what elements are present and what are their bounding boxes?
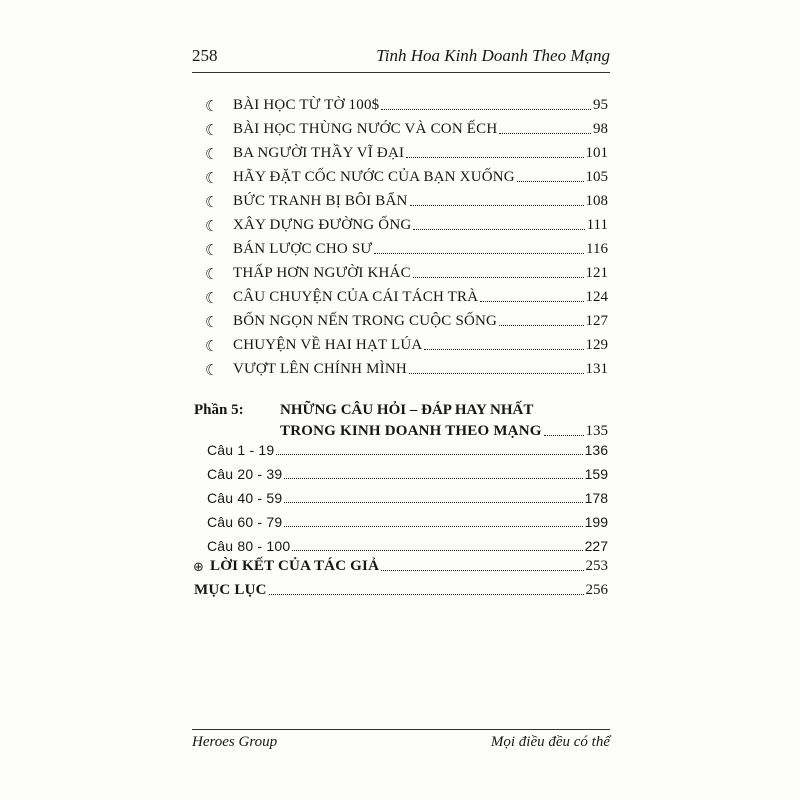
leader-dots — [381, 109, 591, 110]
toc-entry[interactable] — [233, 212, 608, 235]
toc-entry[interactable] — [233, 140, 608, 163]
toc-entry-contents[interactable] — [194, 577, 608, 600]
leader-dots — [284, 478, 582, 479]
toc-entry-page: 127 — [585, 313, 608, 329]
footer-publisher: Heroes Group — [192, 734, 278, 750]
leader-dots — [410, 205, 584, 206]
leader-dots — [517, 181, 584, 182]
toc-entry-label: Câu 60 - 79 — [207, 514, 283, 530]
leader-dots — [413, 229, 584, 230]
toc-entry[interactable] — [233, 332, 608, 355]
toc-entry[interactable] — [233, 308, 608, 331]
toc-entry[interactable] — [233, 284, 608, 307]
toc-entry-page: 135 — [585, 423, 608, 439]
part-label: Phần 5: — [194, 402, 244, 418]
toc-entry[interactable] — [207, 509, 608, 532]
moon-bullet-icon: ☾ — [205, 361, 219, 379]
toc-entry-page: 159 — [584, 466, 608, 482]
toc-entry-label: BA NGƯỜI THẦY VĨ ĐẠI — [233, 145, 405, 161]
toc-entry-label: Câu 80 - 100 — [207, 538, 291, 554]
toc-entry-label: THẤP HƠN NGƯỜI KHÁC — [233, 265, 411, 281]
toc-entry-label: BÀI HỌC TỪ TỜ 100$ — [233, 97, 380, 113]
page-number: 258 — [192, 46, 218, 65]
toc-entry-page: 111 — [586, 217, 608, 233]
toc-entry-page: 101 — [585, 145, 608, 161]
toc-entry-label: Câu 20 - 39 — [207, 466, 283, 482]
moon-bullet-icon: ☾ — [205, 313, 219, 331]
toc-entry-label: BỨC TRANH BỊ BÔI BẨN — [233, 193, 408, 209]
toc-entry-page: 124 — [585, 289, 608, 305]
leader-dots — [269, 594, 584, 595]
toc-entry[interactable] — [207, 461, 608, 484]
moon-bullet-icon: ☾ — [205, 265, 219, 283]
toc-entry-page: 199 — [584, 514, 608, 530]
toc-entry[interactable] — [233, 92, 608, 115]
toc-entry-page: 108 — [585, 193, 608, 209]
toc-entry-label: BÁN LƯỢC CHO SƯ — [233, 241, 373, 257]
moon-bullet-icon: ☾ — [205, 337, 219, 355]
leader-dots — [480, 301, 583, 302]
toc-entry[interactable] — [233, 116, 608, 139]
toc-entry-afterword[interactable] — [210, 553, 608, 576]
part-title-line-2: TRONG KINH DOANH THEO MẠNG — [280, 423, 542, 439]
running-title: Tinh Hoa Kinh Doanh Theo Mạng — [376, 46, 610, 65]
toc-entry-page: 121 — [585, 265, 608, 281]
moon-bullet-icon: ☾ — [205, 289, 219, 307]
toc-entry[interactable] — [207, 485, 608, 508]
toc-entry-page: 256 — [585, 582, 608, 598]
leader-dots — [381, 570, 583, 571]
moon-bullet-icon: ☾ — [205, 241, 219, 259]
toc-entry-page: 129 — [585, 337, 608, 353]
toc-entry-page: 136 — [584, 442, 608, 458]
toc-entry-label: Câu 40 - 59 — [207, 490, 283, 506]
leader-dots — [284, 526, 582, 527]
toc-entry-label: MỤC LỤC — [194, 582, 267, 598]
leader-dots — [374, 253, 584, 254]
toc-entry-label: VƯỢT LÊN CHÍNH MÌNH — [233, 361, 407, 377]
toc-entry-label: CHUYỆN VỀ HAI HẠT LÚA — [233, 337, 423, 353]
toc-entry-label: HÃY ĐẶT CỐC NƯỚC CỦA BẠN XUỐNG — [233, 169, 515, 185]
leader-dots — [276, 454, 582, 455]
toc-entry-page: 105 — [585, 169, 608, 185]
toc-entry-page: 227 — [584, 538, 608, 554]
leader-dots — [409, 373, 584, 374]
diamond-cross-icon: ⊕ — [193, 560, 204, 575]
toc-entry-page: 253 — [585, 558, 608, 574]
toc-entry[interactable] — [233, 236, 608, 259]
leader-dots — [406, 157, 583, 158]
toc-entry[interactable] — [233, 260, 608, 283]
moon-bullet-icon: ☾ — [205, 145, 219, 163]
leader-dots — [292, 550, 582, 551]
part-title-line-1: NHỮNG CÂU HỎI – ĐÁP HAY NHẤT — [280, 402, 534, 418]
toc-entry-page: 98 — [593, 121, 608, 137]
toc-entry-label: XÂY DỰNG ĐƯỜNG ỐNG — [233, 217, 412, 233]
toc-entry-label: LỜI KẾT CỦA TÁC GIẢ — [210, 558, 380, 574]
toc-entry-page: 116 — [586, 241, 608, 257]
footer-rule — [192, 729, 610, 730]
moon-bullet-icon: ☾ — [205, 193, 219, 211]
toc-entry-label: CÂU CHUYỆN CỦA CÁI TÁCH TRÀ — [233, 289, 479, 305]
page-footer — [192, 734, 610, 758]
toc-entry[interactable] — [233, 164, 608, 187]
leader-dots — [284, 502, 582, 503]
leader-dots — [499, 325, 583, 326]
toc-entry[interactable] — [233, 356, 608, 379]
toc-entry-page: 131 — [585, 361, 608, 377]
toc-entry[interactable] — [233, 188, 608, 211]
leader-dots — [544, 435, 584, 436]
moon-bullet-icon: ☾ — [205, 169, 219, 187]
leader-dots — [413, 277, 584, 278]
toc-entry-page: 178 — [584, 490, 608, 506]
toc-entry-label: Câu 1 - 19 — [207, 442, 275, 458]
toc-entry[interactable] — [207, 437, 608, 460]
footer-slogan: Mọi điều đều có thể — [490, 734, 610, 750]
moon-bullet-icon: ☾ — [205, 121, 219, 139]
leader-dots — [424, 349, 583, 350]
moon-bullet-icon: ☾ — [205, 217, 219, 235]
moon-bullet-icon: ☾ — [205, 97, 219, 115]
toc-entry-label: BỐN NGỌN NẾN TRONG CUỘC SỐNG — [233, 313, 498, 329]
toc-entry-label: BÀI HỌC THÙNG NƯỚC VÀ CON ẾCH — [233, 121, 498, 137]
toc-entry-page: 95 — [593, 97, 608, 113]
leader-dots — [499, 133, 591, 134]
